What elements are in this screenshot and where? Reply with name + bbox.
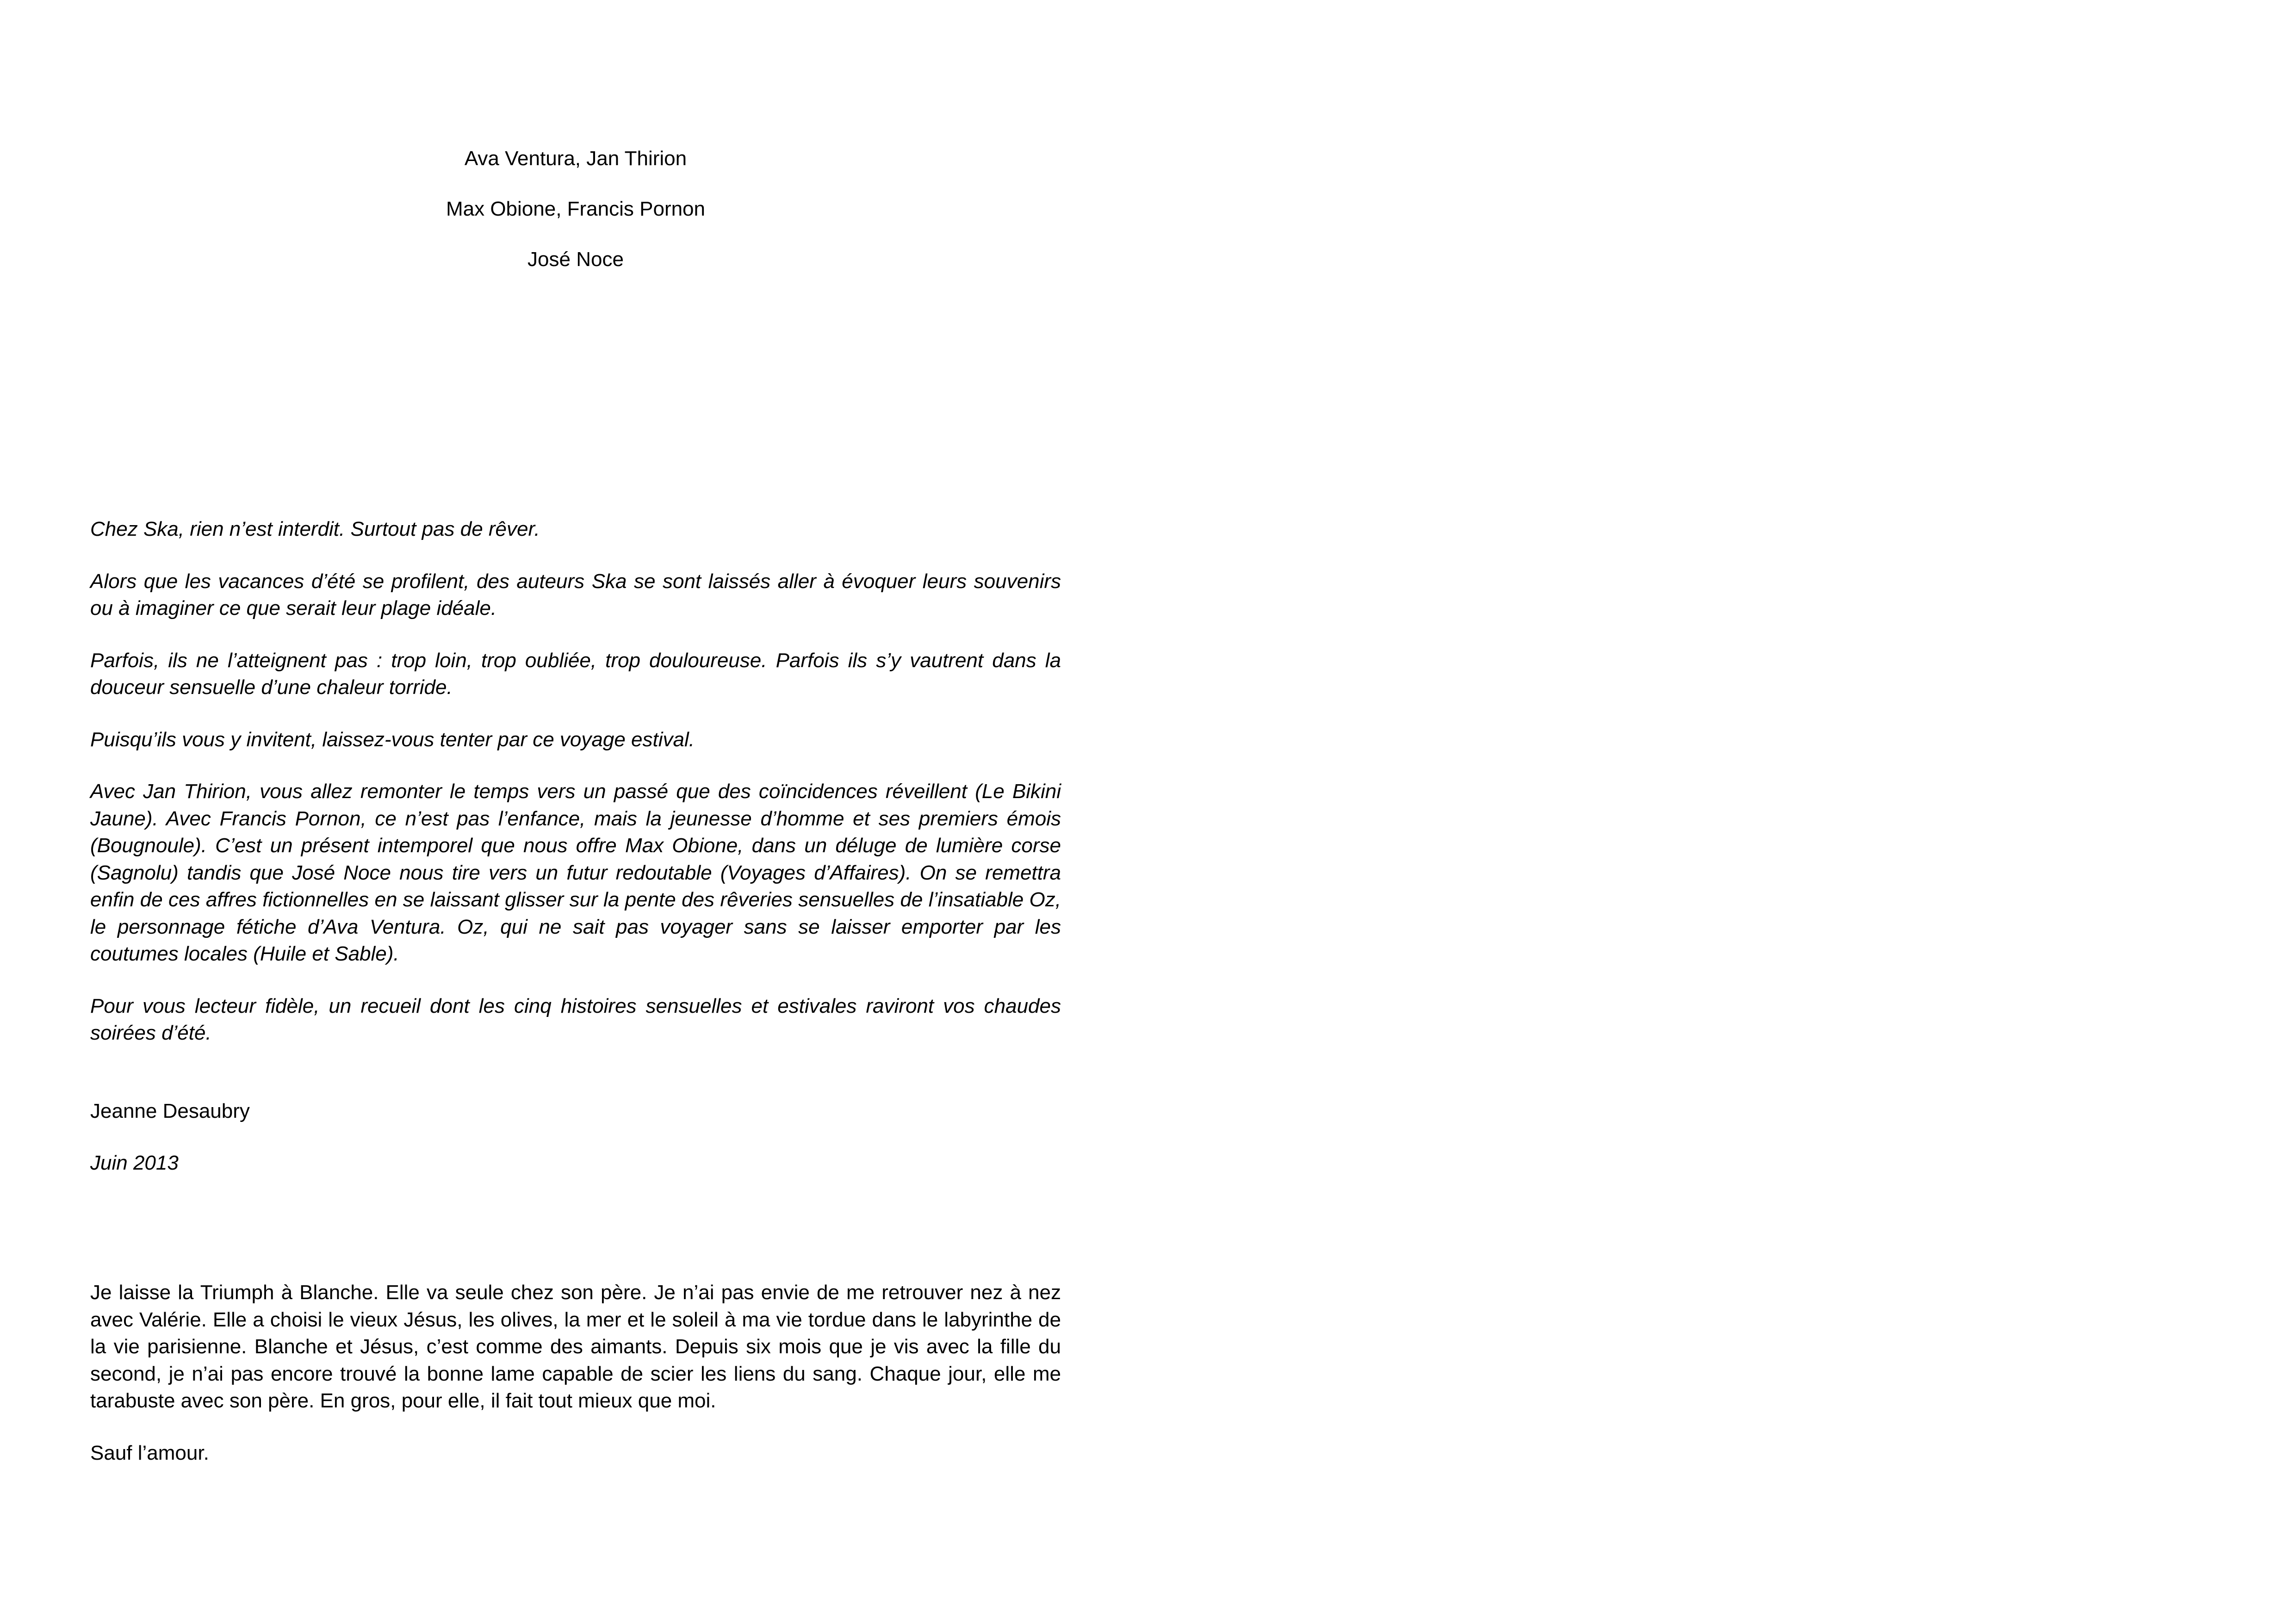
author-line: Ava Ventura, Jan Thirion <box>464 147 687 170</box>
signature-name: Jeanne Desaubry <box>90 1099 250 1122</box>
author-line: Max Obione, Francis Pornon <box>446 198 706 220</box>
author-list <box>90 146 1061 297</box>
story-text-left <box>90 1279 1061 1492</box>
preface-paragraph: Alors que les vacances d’été se profilent, des auteurs Ska se sont laissés aller à évoquer leurs souvenirs ou à imaginer ce que serait leur plage idéale. <box>90 570 1061 619</box>
right-page <box>1148 0 2296 1623</box>
preface-paragraph: Parfois, ils ne l’atteignent pas : trop loin, trop oubliée, trop douloureuse. Parfois ils s’y vautrent dans la douceur sensuelle d’une chaleur torride. <box>90 649 1061 699</box>
signature-date: Juin 2013 <box>90 1152 179 1174</box>
preface-paragraph: Puisqu’ils vous y invitent, laissez-vous tenter par ce voyage estival. <box>90 728 695 751</box>
preface-paragraph: Avec Jan Thirion, vous allez remonter le temps vers un passé que des coïncidences réveillent (Le Bikini Jaune). Avec Francis Pornon, ce n’est pas l’enfance, mais la jeunesse d’homme et ses premiers émois (Bougnoule). C’est un présent intemporel que nous offre Max Obione, dans un déluge de lumière corse (Sagnolu) tandis que José Noce nous tire vers un futur redoutable (Voyages d’Affaires). On se remettra enfin de ces affres fictionnelles en se laissant glisser sur la pente des rêveries sensuelles de l’insatiable Oz, le personnage fétiche d’Ava Ventura. Oz, qui ne sait pas voyager sans se laisser emporter par les coutumes locales (Huile et Sable). <box>90 780 1061 965</box>
story-paragraph: Je laisse la Triumph à Blanche. Elle va seule chez son père. Je n’ai pas envie de me retrouver nez à nez avec Valérie. Elle a choisi le vieux Jésus, les olives, la mer et le soleil à ma vie tordue dans le labyrinthe de la vie parisienne. Blanche et Jésus, c’est comme des aimants. Depuis six mois que je vis avec la fille du second, je n’ai pas encore trouvé la bonne lame capable de scier les liens du sang. Chaque jour, elle me tarabuste avec son père. En gros, pour elle, il fait tout mieux que moi. <box>90 1281 1061 1412</box>
author-line: José Noce <box>527 248 624 271</box>
preface-paragraph: Chez Ska, rien n’est interdit. Surtout pas de rêver. <box>90 518 540 540</box>
story-paragraph: Sauf l’amour. <box>90 1441 209 1464</box>
preface <box>90 516 1061 1202</box>
preface-paragraph: Pour vous lecteur fidèle, un recueil dont les cinq histoires sensuelles et estivales raviront vos chaudes soirées d’été. <box>90 994 1061 1044</box>
